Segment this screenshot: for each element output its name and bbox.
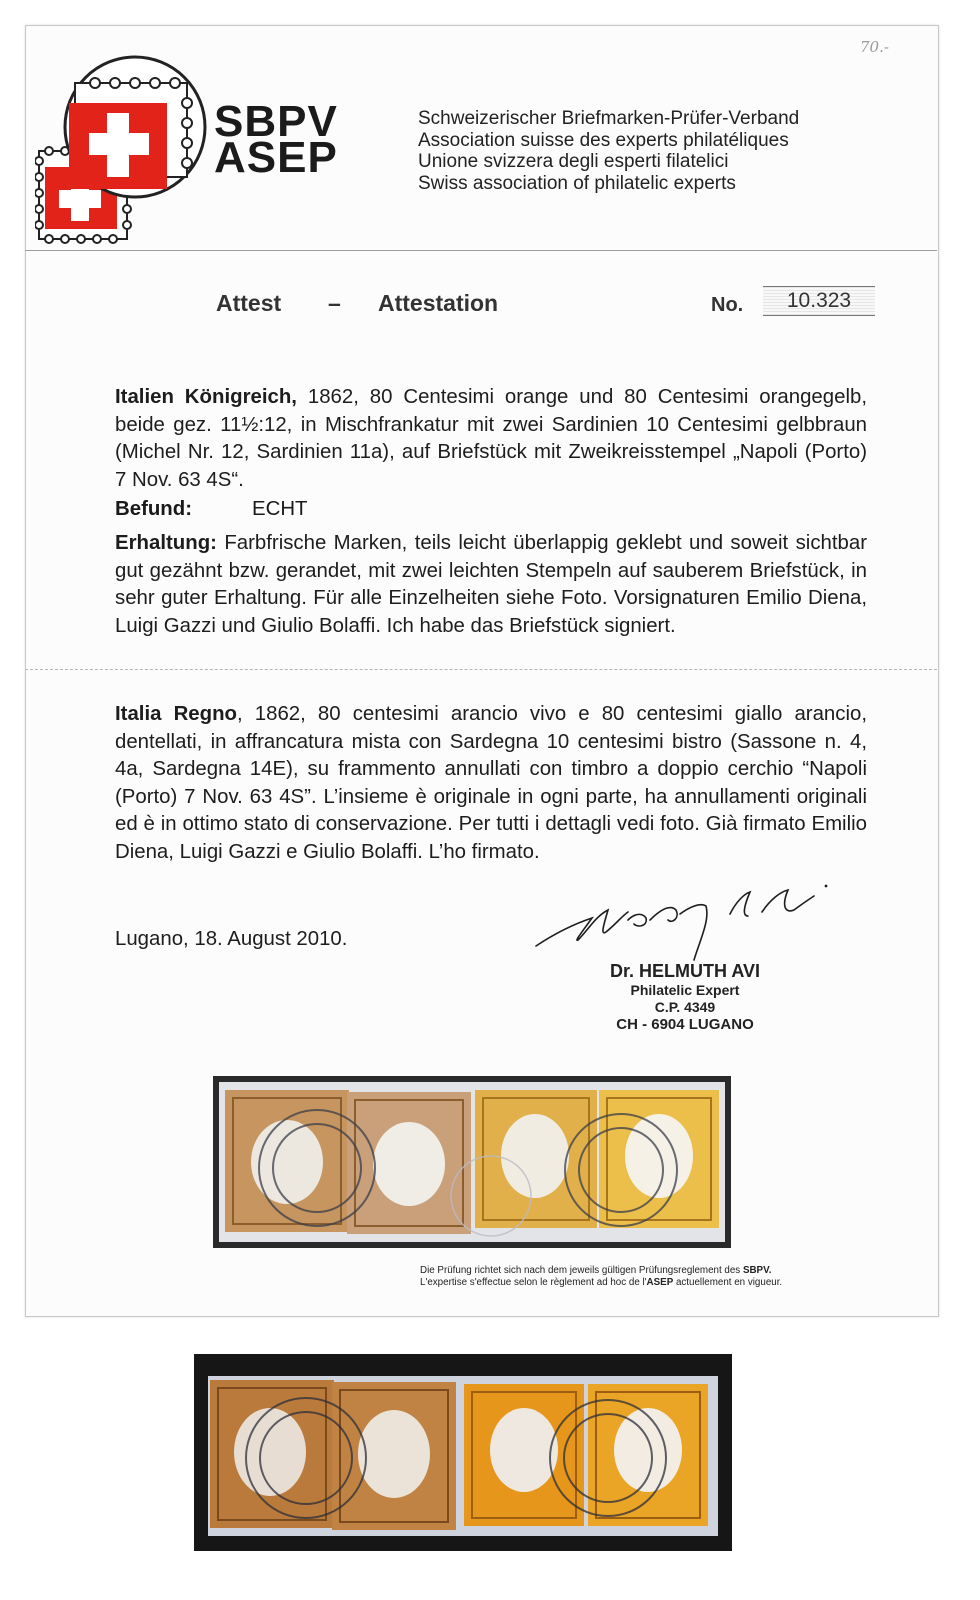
footnote-line-fr <box>420 1277 782 1289</box>
expert-city: CH - 6904 LUGANO <box>616 1016 754 1033</box>
regulation-footnote <box>420 1265 782 1289</box>
stamp-scan-italy-orange <box>464 1384 584 1526</box>
stamp-scan-sardinia-2 <box>332 1382 456 1530</box>
certificate-number-label: No. <box>711 294 744 316</box>
place-date: Lugano, 18. August 2010. <box>115 928 348 950</box>
assoc-fr: Association suisse des experts philatéliques <box>418 129 789 151</box>
footnote-fr-bold: ASEP <box>646 1277 674 1288</box>
language-divider <box>25 669 937 670</box>
italian-lead-text: , 1862, 80 centesimi arancio vivo e 80 centesimi giallo arancio, dentellati, in affrancatura mista con Sardegna 10 centesimi bistro (Sassone n. 4, 4a, Sardegna 14E), su frammento annullati con timbro a doppio cerchio “Napoli (Porto) 7 Nov. 63 4S”. L’insieme è originale in ogni parte, ha annullamenti originali ed è in ottimo stato di conservazione. Per tutti i dettagli vedi foto. Già firmato Emilio Diena, Luigi Gazzi e Giulio Bolaffi. L’ho firmato. <box>115 703 867 863</box>
assoc-it: Unione svizzera degli esperti filatelici <box>418 151 729 172</box>
brand-sbpv: SBPV <box>214 97 338 146</box>
stamp-strip-photo-certificate <box>213 1076 731 1248</box>
erhaltung-label: Erhaltung: <box>115 532 217 554</box>
assoc-en: Swiss association of philatelic experts <box>418 172 736 194</box>
assoc-de: Schweizerischer Briefmarken-Prüfer-Verband <box>418 108 800 129</box>
erhaltung-paragraph <box>115 530 867 640</box>
german-lead-bold: Italien Königreich, <box>115 386 297 408</box>
befund-label: Befund: <box>115 498 193 520</box>
italian-lead-bold: Italia Regno <box>115 703 238 725</box>
befund-line <box>115 498 308 521</box>
certificate-number: 10.323 <box>763 286 875 316</box>
title-dash: – <box>328 290 341 316</box>
title-attest: Attest <box>216 290 282 316</box>
stamp-scan-italy-yellow <box>588 1384 708 1526</box>
stamp-strip-photo-scan <box>194 1354 732 1551</box>
header-divider <box>25 250 937 251</box>
sbpv-logo <box>35 55 215 245</box>
footnote-line-de <box>420 1265 782 1277</box>
italian-description <box>115 701 867 866</box>
footnote-de-bold: SBPV. <box>742 1265 772 1276</box>
title-attestation: Attestation <box>378 290 499 316</box>
association-names <box>418 108 799 194</box>
stamp-sardinia-2 <box>347 1092 471 1234</box>
stamp-italy-yellow <box>599 1090 719 1228</box>
expert-title: Philatelic Expert <box>630 982 740 998</box>
brand-asep: ASEP <box>214 133 338 182</box>
title-row <box>0 290 980 320</box>
pencil-price-note: 70.- <box>860 38 889 56</box>
befund-value: ECHT <box>252 498 308 520</box>
swiss-cross-stamp-icon <box>35 55 215 245</box>
expert-po-box: C.P. 4349 <box>654 999 716 1015</box>
expert-stamp <box>560 960 810 1034</box>
stamp-scan-sardinia-1 <box>210 1380 334 1528</box>
erhaltung-text: Farbfrische Marken, teils leicht überlappig geklebt und soweit sichtbar gut gezähnt bzw. gerandet, mit zwei leichten Stempeln auf sauberem Briefstück, in sehr guter Erhaltung. Für alle Einzelheiten siehe Foto. Vorsignaturen Emilio Diena, Luigi Gazzi und Giulio Bolaffi. Ich habe das Briefstück signiert. <box>115 532 867 637</box>
footnote-de-text: Die Prüfung richtet sich nach dem jeweils gültigen Prüfungsreglement des <box>420 1265 743 1276</box>
brand-wordmark <box>214 97 338 182</box>
expert-name: Dr. HELMUTH AVI <box>609 961 760 981</box>
footnote-fr-text: L'expertise s'effectue selon le règlement ad hoc de l' <box>420 1277 647 1288</box>
german-description <box>115 384 867 494</box>
german-lead-text: 1862, 80 Centesimi orange und 80 Centesimi orangegelb, beide gez. 11½:12, in Mischfrankatur mit zwei Sardinien 10 Centesimi gelbbraun (Michel Nr. 12, Sardinien 11a), auf Briefstück mit Zweikreisstempel „Napoli (Porto) 7 Nov. 63 4S“. <box>115 386 867 491</box>
footnote-fr-text-end: actuellement en vigueur. <box>673 1277 783 1288</box>
